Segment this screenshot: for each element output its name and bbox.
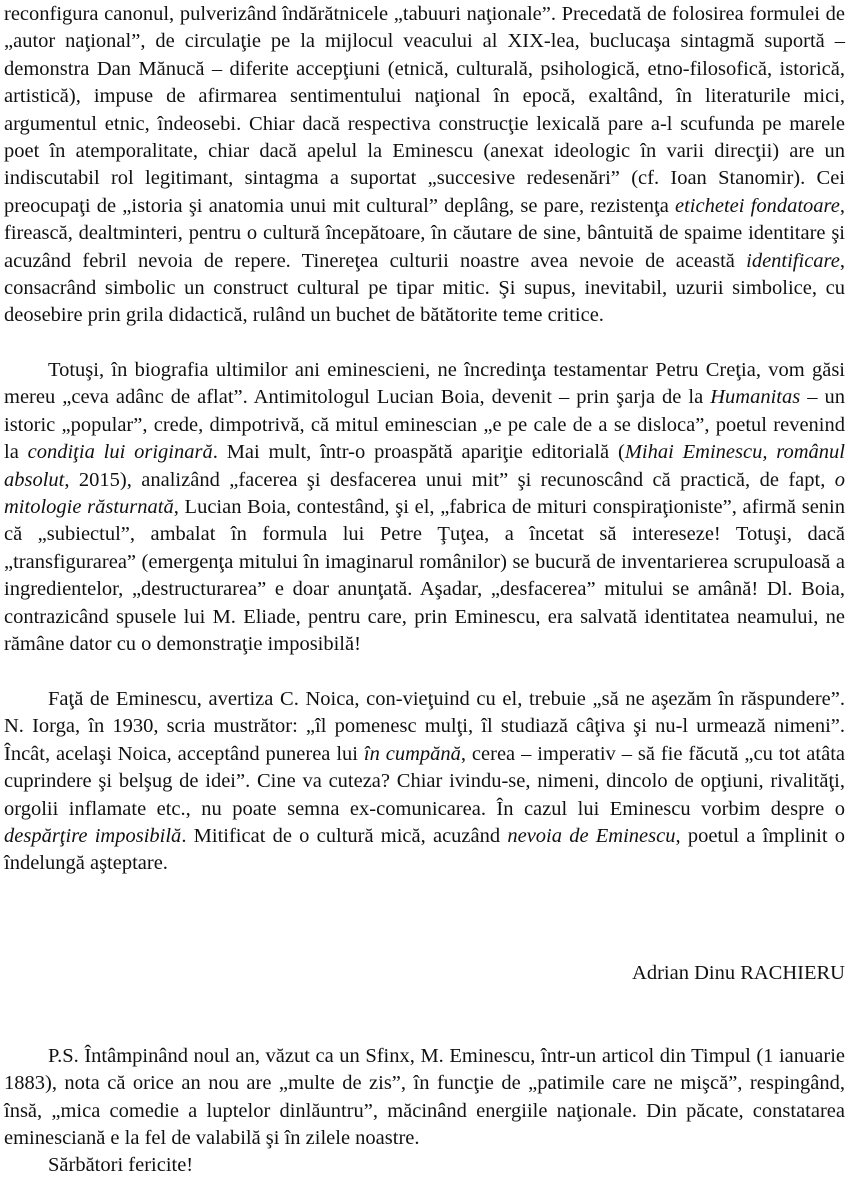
italic-phrase: condiţia lui originară bbox=[27, 441, 213, 464]
text-run: , consacrând simbolic un construct cultural pe tipar mitic. Şi supus, inevitabil, uzurii simbolice, cu deosebire prin grila didactică, rulând un buchet de bătătorite teme critice. bbox=[4, 249, 845, 327]
italic-phrase: despărţire imposibilă bbox=[4, 825, 182, 848]
text-run: , poetul a împlinit o îndelungă aşteptare. bbox=[4, 825, 846, 875]
text-run: . Mai mult, într-o proaspătă apariţie editorială ( bbox=[212, 441, 625, 464]
paragraph-1 bbox=[4, 1, 845, 330]
italic-phrase: Mihai Eminescu, românul absolut bbox=[4, 441, 845, 491]
italic-phrase: în cumpănă bbox=[363, 742, 461, 765]
postscript-paragraph: P.S. Întâmpinând noul an, văzut ca un Sfinx, M. Eminescu, într-un articol din Timpul (1 ianuarie 1883), nota că orice an nou are „multe de zis”, în funcţie de „patimile care ne mişcă”, respingând, însă, „mica comedie a luptelor dinlăuntru”, măcinând energiile naţionale. Din păcate, constatarea eminesciană e la fel de valabilă şi în zilele noastre. bbox=[4, 1045, 845, 1150]
text-run: – un istoric „popular”, crede, dimpotrivă, că mitul eminescian „e pe cale de a se disloca”, poetul revenind la bbox=[4, 386, 845, 464]
text-run: . Mitificat de o cultură mică, acuzând bbox=[181, 825, 508, 848]
text-run: reconfigura canonul, pulverizând îndărătnicele „tabuuri naţionale”. Precedată de folosirea formulei de „autor naţional”, de circulaţie pe la mijlocul veacului al XIX-lea, buclucaşa sintagmă suportă – demonstra Dan Mănucă – diferite accepţiuni (etnică, culturală, psihologică, etno-filosofică, istorică, artistică), impuse de afirmarea sentimentului naţional în epocă, exaltând, în literaturile mici, argumentul etnic, îndeosebi. Chiar dacă respectiva construcţie lexicală pare a-l scufunda pe marele poet în atemporalitate, chiar dacă apelul la Eminescu (anexat ideologic în varii direcţii) are un indiscutabil rol legitimant, sintagma a suportat „succesive redesenări” (cf. Ioan Stanomir). Cei preocupaţi de „istoria şi anatomia unui mit cultural” deplâng, se pare, rezistenţa bbox=[4, 3, 845, 217]
text-run: Faţă de Eminescu, avertiza C. Noica, con-vieţuind cu el, trebuie „să ne aşezăm în răspundere”. N. Iorga, în 1930, scria mustrător: „îl pomenesc mulţi, îl studiază câţiva şi nu-l urmează nimeni”. Încât, acelaşi Noica, acceptând punerea lui bbox=[4, 688, 845, 765]
italic-phrase: nevoia de Eminescu bbox=[507, 825, 676, 848]
paragraph-3 bbox=[4, 686, 845, 878]
italic-phrase: etichetei fondatoare bbox=[675, 194, 840, 217]
text-run: Totuşi, în biografia ultimilor ani eminescieni, ne încredinţa testamentar Petru Creţia, vom găsi mereu „ceva adânc de aflat”. Antimitologul Lucian Boia, devenit – prin şarja de la bbox=[4, 359, 845, 409]
closing-greeting: Sărbători fericite! bbox=[48, 1154, 194, 1176]
text-run: , cerea – imperativ – să fie făcută „cu tot atâta cuprindere şi belşug de idei”. Cine va cuteza? Chiar ivindu-se, nimeni, dincolo de opţiuni, rivalităţi, orgolii inflamate etc., nu poate semna ex-comunicarea. În cazul lui Eminescu vorbim despre o bbox=[4, 742, 845, 820]
italic-phrase: identificare bbox=[746, 249, 840, 272]
italic-phrase: Humanitas bbox=[710, 386, 801, 409]
paragraph-2 bbox=[4, 357, 845, 658]
text-run: , 2015), analizând „facerea şi desfacerea unui mit” şi recunoscând că practică, de fapt, bbox=[64, 468, 835, 491]
author-signature: Adrian Dinu RACHIERU bbox=[632, 962, 845, 984]
text-run: , Lucian Boia, contestând, şi el, „fabrica de mituri conspiraţioniste”, afirmă senin că „subiectul”, ambalat în formula lui Petre Ţuţea, a încetat să intereseze! Totuşi, dacă „transfigurarea” (emergenţa mitului în imaginarul românilor) se bucură de inventarierea scrupuloasă a ingredientelor, „destructurarea” e doar anunţată. Aşadar, „desfacerea” mitului se amână! Dl. Boia, contrazicând spusele lui M. Eliade, pentru care, prin Eminescu, era salvată identitatea neamului, ne rămâne dator cu o demonstraţie imposibilă! bbox=[4, 496, 845, 656]
italic-phrase: o mitologie răsturnată bbox=[4, 468, 845, 519]
text-run: , firească, dealtminteri, pentru o cultură începătoare, în căutare de sine, bântuită de spaime identitare şi acuzând febril nevoia de repere. Tinereţea culturii noastre avea nevoie de această bbox=[4, 194, 845, 272]
